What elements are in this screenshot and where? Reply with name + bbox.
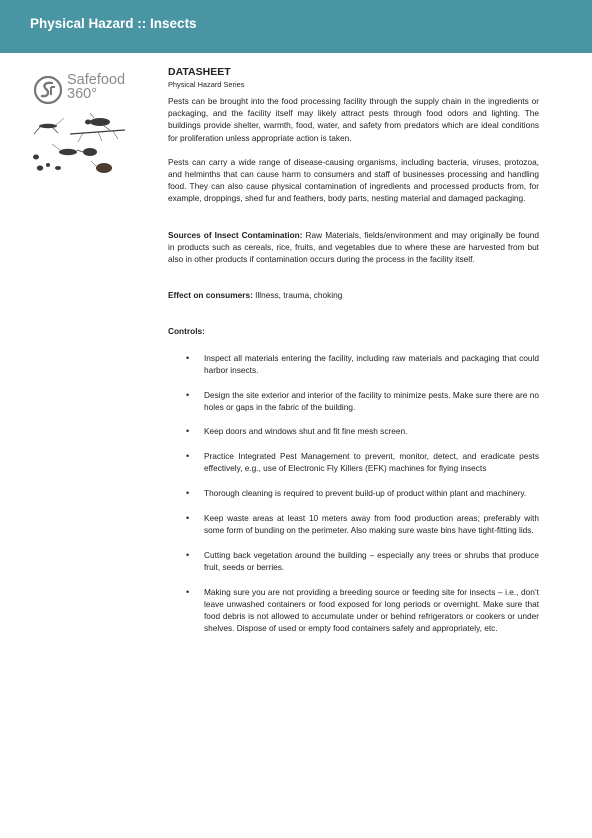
list-item: • Making sure you are not providing a breeding source or feeding site for insects – i.e., don’t leave unwashed containers or food exposed for long periods or overnight. Make sure that food debris is not allowed to accumulate under or behind refrigerators or cookers or under shelves. Dispose of used or empty food containers safely and appropriately, etc.: [186, 586, 539, 634]
header-band: [0, 0, 592, 53]
intro-paragraph-2: Pests can carry a wide range of disease-causing organisms, including bacteria, viruses, protozoa, and helminths that can cause harm to consumers and staff of businesses processing and handling food. They can also cause physical contamination of ingredients and processed products from, for example, droppings, shed fur and feathers, body parts, nesting material and damaged packaging.: [168, 156, 539, 204]
controls-list: [168, 352, 539, 635]
datasheet-title: DATASHEET: [168, 66, 231, 78]
list-item: • Design the site exterior and interior of the facility to minimize pests. Make sure there are no holes or gaps in the fabric of the building.: [186, 389, 539, 412]
sources-paragraph: [168, 229, 539, 266]
logo-number: 360°: [67, 86, 97, 102]
list-item: • Practice Integrated Pest Management to prevent, monitor, detect, and eradicate pests effectively, e.g., use of Electronic Fly Killers (EFK) machines for flying insects: [186, 451, 539, 474]
controls-heading: Controls:: [168, 326, 205, 337]
sources-text: Raw Materials, fields/environment and may originally be found in products such as cereals, rice, fruits, and vegetables due to where these are harvested from but also in other products if contamination occurs during the process in the facility itself.: [168, 229, 539, 265]
list-item: • Keep doors and windows shut and fit fine mesh screen.: [186, 426, 408, 437]
safefood-logo: [33, 73, 133, 107]
datasheet-series: Physical Hazard Series: [168, 80, 245, 89]
effect-text: Illness, trauma, choking: [252, 290, 343, 301]
effect-paragraph: [168, 289, 539, 301]
insects-illustration-icon: [28, 112, 128, 182]
list-item: • Inspect all materials entering the facility, including raw materials and packaging that could harbor insects.: [186, 352, 539, 375]
list-item: • Thorough cleaning is required to prevent build-up of product within plant and machinery.: [186, 488, 527, 499]
effect-label: Effect on consumers:: [168, 290, 253, 301]
list-item: • Cutting back vegetation around the building – especially any trees or shrubs that produce fruit, seeds or berries.: [186, 549, 539, 572]
datasheet-content: [168, 66, 539, 647]
sources-label: Sources of Insect Contamination:: [168, 229, 303, 240]
page-title: Physical Hazard :: Insects: [30, 16, 197, 31]
safefood-s-logo-icon: [33, 75, 63, 105]
intro-paragraph-1: Pests can be brought into the food processing facility through the supply chain in the ingredients or packaging, and the facility itself may likely attract pests through food odors and lighting. The buildings provide shelter, warmth, food, water, and safety from predators which are ideal conditions for proliferation unless appropriate action is taken.: [168, 96, 539, 143]
list-item: • Keep waste areas at least 10 meters away from food production areas; preferably with some form of bunding on the perimeter. Also making sure waste bins have tight-fitting lids.: [186, 512, 539, 535]
logo-name: Safefood: [67, 72, 126, 88]
